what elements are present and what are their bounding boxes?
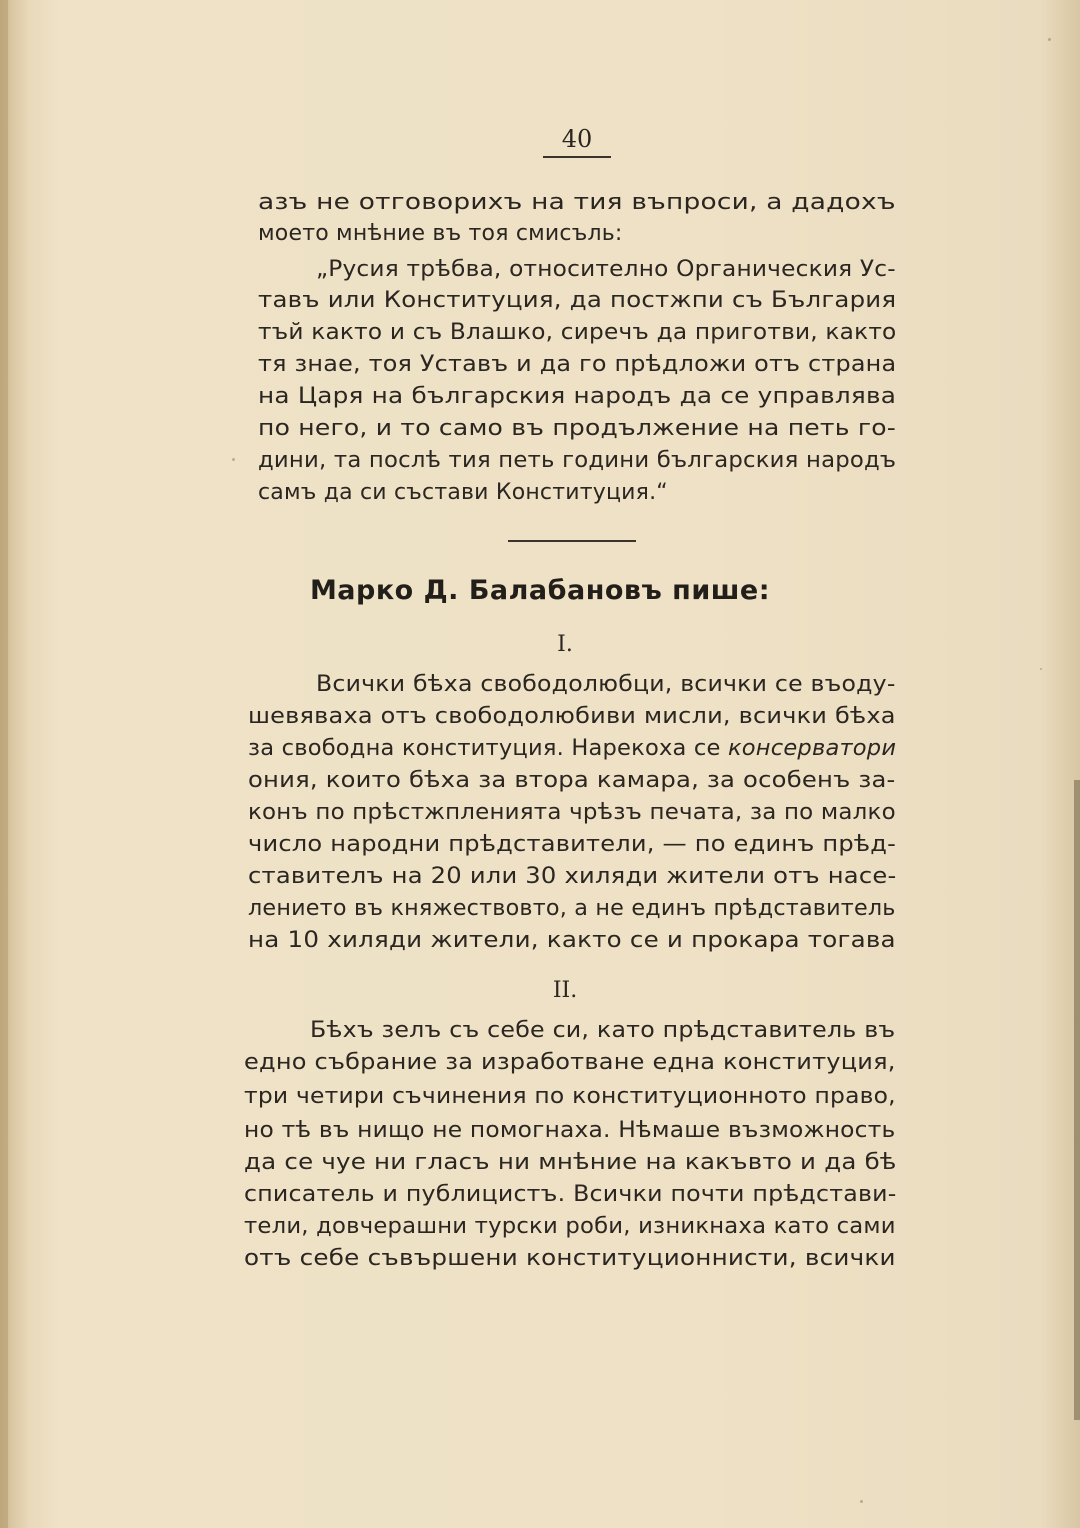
- part1-line: на 10 хиляди жители, както се и прокара тогава: [248, 928, 896, 953]
- page-number-rule: [543, 156, 611, 158]
- page-number: 40: [561, 125, 593, 153]
- paper-speck: [860, 1500, 863, 1503]
- intro-line: моето мнѣние въ тоя смисъль:: [258, 221, 623, 246]
- intro-line: азъ не отговорихъ на тия въпроси, а дадохъ: [258, 190, 896, 215]
- section-heading: Марко Д. Балабановъ пише:: [309, 575, 771, 606]
- part2-line: отъ себе съвършени конституционнисти, всички: [244, 1246, 896, 1271]
- part2-line: едно събрание за изработване една конституция,: [244, 1050, 896, 1075]
- part2-line: да се чуе ни гласъ ни мнѣние на какъвто и да бѣ: [244, 1150, 897, 1175]
- part2-line: три четири съчинения по конституционното право,: [244, 1084, 896, 1109]
- section-divider: [508, 540, 636, 542]
- part1-line: конъ по прѣстжпленията чрѣзъ печата, за по малко: [248, 800, 896, 825]
- part1-line: ставителъ на 20 или 30 хиляди жители отъ насе-: [248, 864, 897, 889]
- part1-line-with-italic: [248, 736, 896, 761]
- italic-term: консерватори: [727, 736, 897, 761]
- paper-speck: [232, 458, 235, 461]
- paper-speck: [1048, 38, 1051, 41]
- part2-line: списатель и публицистъ. Всички почти прѣдстави-: [244, 1182, 897, 1207]
- part-numeral-2: II.: [552, 978, 578, 1003]
- part1-line: ония, които бѣха за втора камара, за особенъ за-: [248, 768, 896, 793]
- intro-line: тъй както и съ Влашко, сиречъ да приготви, както: [258, 320, 897, 345]
- part1-line-prefix: за свободна конституция. Нарекоха се: [248, 736, 728, 761]
- part1-line: шевяваха отъ свободолюбиви мисли, всички бѣха: [248, 704, 896, 729]
- part1-line: число народни прѣдставители, — по единъ прѣд-: [248, 832, 897, 857]
- page-spine-shadow: [0, 0, 8, 1528]
- intro-line: дини, та послѣ тия петь години българския народъ: [258, 448, 897, 473]
- intro-line: тя знае, тоя Уставъ и да го прѣдложи отъ страна: [258, 352, 897, 377]
- intro-line: по него, и то само въ продължение на петь го-: [258, 416, 897, 441]
- intro-line: на Царя на българския народъ да се управлява: [258, 384, 897, 409]
- page-edge-shadow: [1074, 780, 1080, 1420]
- part-numeral-1: I.: [557, 632, 573, 657]
- part1-line: Всички бѣха свободолюбци, всички се въоду-: [316, 672, 896, 697]
- part2-line: тели, довчерашни турски роби, изникнаха като сами: [244, 1214, 896, 1239]
- paper-speck: [1040, 668, 1042, 670]
- part2-line: Бѣхъ зелъ съ себе си, като прѣдставитель въ: [310, 1018, 896, 1043]
- part1-line: лението въ княжествовто, а не единъ прѣдставитель: [248, 896, 896, 921]
- intro-line: самъ да си състави Конституция.“: [258, 480, 668, 505]
- intro-line: „Русия трѣбва, относително Органическия Ус-: [316, 257, 896, 282]
- part2-line: но тѣ въ нищо не помогнаха. Нѣмаше възможность: [244, 1118, 896, 1143]
- intro-line: тавъ или Конституция, да постжпи съ България: [258, 288, 897, 313]
